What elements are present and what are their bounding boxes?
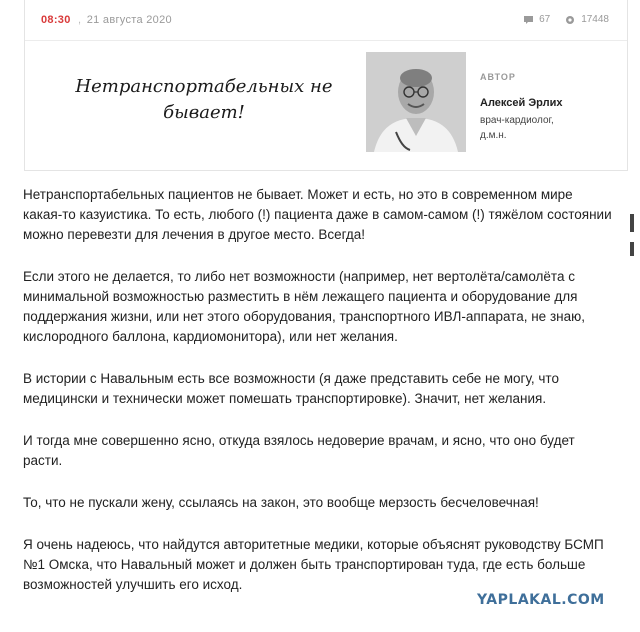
scrollbar-thumb[interactable] — [630, 214, 634, 232]
paragraph-3: В истории с Навальным есть все возможности (я даже представить себе не могу, что медицински и технически может помешать транспортировке). Значит, нет желания. — [23, 371, 559, 406]
paragraph-1: Нетранспортабельных пациентов не бывает. Может и есть, но это в современном мире какая-то казуистика. То есть, любого (!) пациента даже в самом-самом (!) тяжёлом состоянии можно перевезти для лечения в другое место. Всегда! — [23, 187, 612, 242]
views-count — [564, 14, 609, 25]
eye-icon — [564, 15, 576, 25]
scrollbar-thumb-secondary[interactable] — [630, 242, 634, 256]
post-date: 21 августа 2020 — [86, 14, 172, 26]
comment-icon — [523, 15, 534, 25]
author-photo — [366, 52, 466, 152]
author-portrait — [366, 52, 466, 152]
post-meta — [41, 14, 172, 26]
paragraph-5: То, что не пускали жену, ссылаясь на закон, это вообще мерзость бесчеловечная! — [23, 495, 539, 510]
paragraph-4: И тогда мне совершенно ясно, откуда взялось недоверие врачам, и ясно, что оно будет расти. — [23, 433, 575, 468]
meta-separator: , — [78, 14, 82, 26]
paragraph-6: Я очень надеюсь, что найдутся авторитетные медики, которые объяснят руководству БСМП №1 Омска, что Навальный может и должен быть транспортирован туда, где есть больше возможностей улучшить его исход. — [23, 537, 604, 592]
post-stats — [509, 14, 609, 25]
author-label: АВТОР — [480, 72, 516, 82]
paragraph-2: Если этого не делается, то либо нет возможности (например, нет вертолёта/самолёта с минимальной возможностью разместить в нём лежащего пациента и оборудование для поддержания жизни, или нет этого оборудования, транспортного ИВЛ-аппарата, не знаю, кислородного баллона, кардиомонитора), или нет желания. — [23, 269, 585, 344]
site-watermark: YAPLAKAL.COM — [477, 592, 605, 608]
article-body — [23, 185, 613, 617]
divider — [25, 40, 627, 41]
author-role — [480, 113, 600, 143]
quote-headline: Нетранспортабельных не бывает! — [75, 76, 333, 123]
post-time: 08:30 — [41, 14, 71, 26]
author-name[interactable]: Алексей Эрлих — [480, 97, 563, 109]
comments-value: 67 — [539, 14, 551, 25]
author-card — [24, 0, 628, 171]
author-role-line-1: врач-кардиолог, — [480, 115, 554, 126]
author-role-line-2: д.м.н. — [480, 130, 507, 141]
comments-count[interactable] — [523, 14, 550, 25]
views-value: 17448 — [581, 14, 609, 25]
